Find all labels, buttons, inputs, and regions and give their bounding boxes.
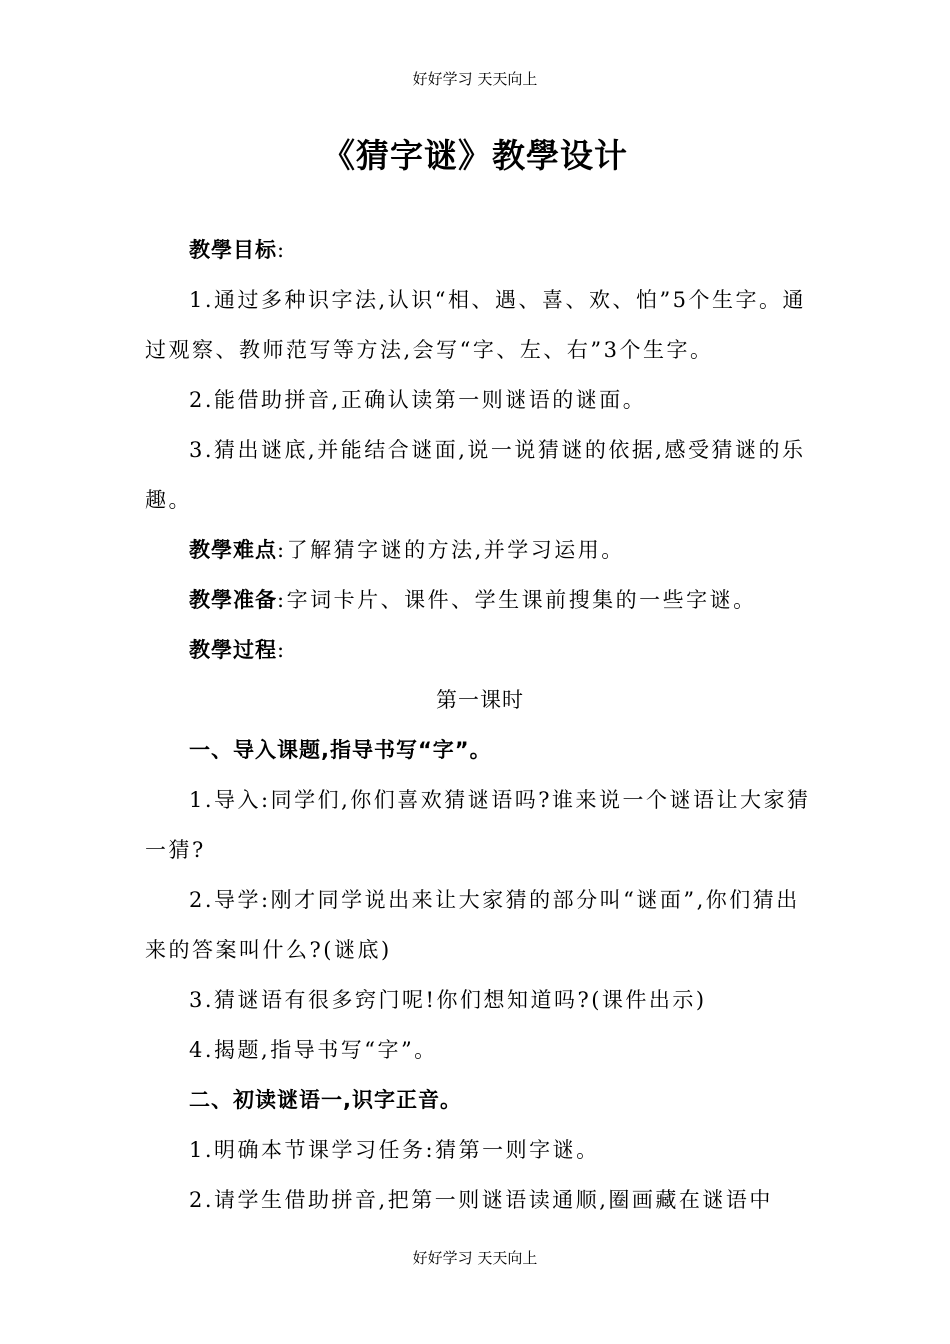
difficulty-label: 教學难点 (189, 538, 277, 562)
section-1-item-4: 4.揭题,指导书写“字”。 (189, 1038, 438, 1062)
section-1-heading (145, 725, 815, 775)
teaching-process-heading (145, 625, 815, 675)
section-2-item-2: 2.请学生借助拼音,把第一则谜语读通顺,圈画藏在谜语中 (189, 1188, 773, 1212)
teaching-preparation (145, 575, 815, 625)
page-footer: 好好学习 天天向上 (412, 1249, 538, 1267)
section-2-heading (145, 1075, 815, 1125)
section-1-heading-text: 一、导入课题,指导书写“字”。 (189, 738, 492, 762)
teaching-goals-heading (145, 225, 815, 275)
process-label: 教學过程 (189, 638, 277, 662)
goals-colon: : (277, 238, 287, 262)
section-1-item-1: 1.导入:同学们,你们喜欢猜谜语吗?谁来说一个谜语让大家猜一猜? (145, 788, 811, 862)
difficulty-text: :了解猜字谜的方法,并学习运用。 (277, 538, 625, 562)
section-1-item-2: 2.导学:刚才同学说出来让大家猜的部分叫“谜面”,你们猜出来的答案叫什么?(谜底) (145, 888, 800, 962)
preparation-text: :字词卡片、课件、学生课前搜集的一些字谜。 (277, 588, 757, 612)
document-title: 《猜字谜》教學设计 (322, 136, 628, 175)
goal-item-2: 2.能借助拼音,正确认读第一则谜语的谜面。 (189, 388, 647, 412)
preparation-label: 教學准备 (189, 588, 277, 612)
goal-item-1: 1.通过多种识字法,认识“相、遇、喜、欢、怕”5个生字。通过观察、教师范写等方法,会写“字、左、右”3个生字。 (145, 288, 807, 362)
goals-label: 教學目标 (189, 238, 277, 262)
document-body (145, 225, 815, 1225)
section-2-heading-text: 二、初读谜语一,识字正音。 (189, 1088, 462, 1112)
teaching-difficulty (145, 525, 815, 575)
lesson-label: 第一课时 (436, 688, 524, 712)
goal-item-3: 3.猜出谜底,并能结合谜面,说一说猜谜的依据,感受猜谜的乐趣。 (145, 438, 806, 512)
section-1-item-3: 3.猜谜语有很多窍门呢!你们想知道吗?(课件出示) (189, 988, 707, 1012)
section-2-item-1: 1.明确本节课学习任务:猜第一则字谜。 (189, 1138, 600, 1162)
process-colon: : (277, 638, 287, 662)
page-header: 好好学习 天天向上 (412, 70, 538, 88)
